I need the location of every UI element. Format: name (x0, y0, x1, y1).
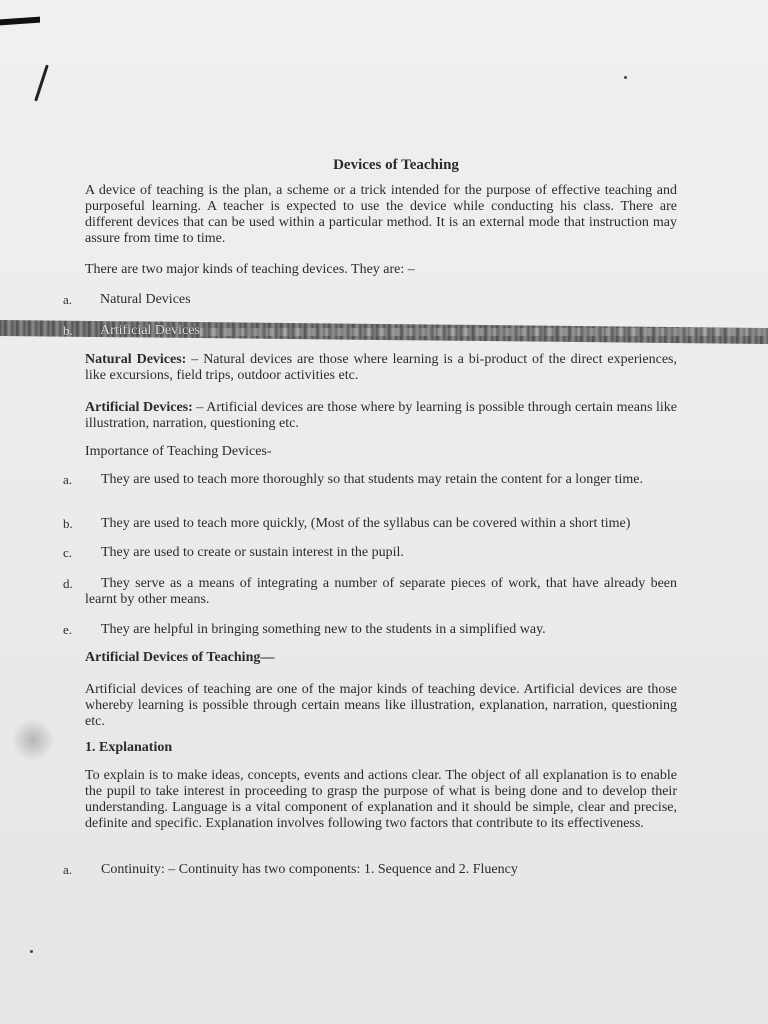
intro-paragraph: A device of teaching is the plan, a scheme or a trick intended for the purpose of effective teaching and purposeful learning. A teacher is expected to use the device while conducting his class. There are different devices that can be used within a particular method. It is an external mode that instruction may assure from time to time. (85, 183, 677, 246)
importance-marker: a. (63, 472, 73, 487)
importance-item: They serve as a means of integrating a number of separate pieces of work, that have already been learnt by other means. (85, 576, 677, 607)
continuity-marker: a. (63, 862, 73, 877)
importance-item: They are used to teach more thoroughly so that students may retain the content for a longer time. (101, 472, 643, 487)
document-title: Devices of Teaching (333, 157, 459, 173)
natural-definition (85, 352, 677, 384)
importance-marker: c. (63, 545, 73, 560)
scan-artifact-highlight (200, 328, 768, 336)
artificial-definition-text: – Artificial devices are those where by learning is possible through certain means like illustration, narration, questioning etc. (85, 400, 677, 431)
importance-heading: Importance of Teaching Devices- (85, 444, 272, 459)
kinds-lead-line: There are two major kinds of teaching devices. They are: – (85, 262, 415, 277)
kind-natural: Natural Devices (100, 292, 191, 307)
explanation-heading: 1. Explanation (85, 740, 173, 755)
natural-definition-label: Natural Devices: (85, 352, 187, 367)
importance-marker: b. (63, 516, 73, 531)
kind-marker: b. (63, 323, 73, 338)
kind-artificial: Artificial Devices (100, 323, 200, 338)
natural-definition-text: – Natural devices are those where learning is a bi-product of the direct experiences, like excursions, field trips, outdoor activities etc. (85, 352, 677, 383)
artificial-devices-heading: Artificial Devices of Teaching— (85, 650, 275, 665)
importance-item: They are helpful in bringing something new to the students in a simplified way. (101, 622, 546, 637)
kind-marker: a. (63, 292, 73, 307)
continuity-line: Continuity: – Continuity has two components: 1. Sequence and 2. Fluency (101, 862, 518, 877)
importance-marker: d. (63, 576, 73, 591)
importance-item: They are used to teach more quickly, (Most of the syllabus can be covered within a short time) (101, 516, 631, 531)
artificial-devices-paragraph: Artificial devices of teaching are one of the major kinds of teaching device. Artificial devices are those whereby learning is possible through certain means like illustration, explanation, narration, questioning etc. (85, 682, 677, 729)
importance-item: They are used to create or sustain interest in the pupil. (101, 545, 404, 560)
artificial-definition (85, 400, 677, 432)
importance-marker: e. (63, 622, 73, 637)
artificial-definition-label: Artificial Devices: (85, 400, 193, 415)
explanation-paragraph: To explain is to make ideas, concepts, events and actions clear. The object of all explanation is to enable the pupil to take interest in proceeding to grasp the purpose of what is being done and to develop their understanding. Language is a vital component of explanation and it should be simple, clear and precise, definite and specific. Explanation involves following two factors that contribute to its effectiveness. (85, 768, 677, 831)
